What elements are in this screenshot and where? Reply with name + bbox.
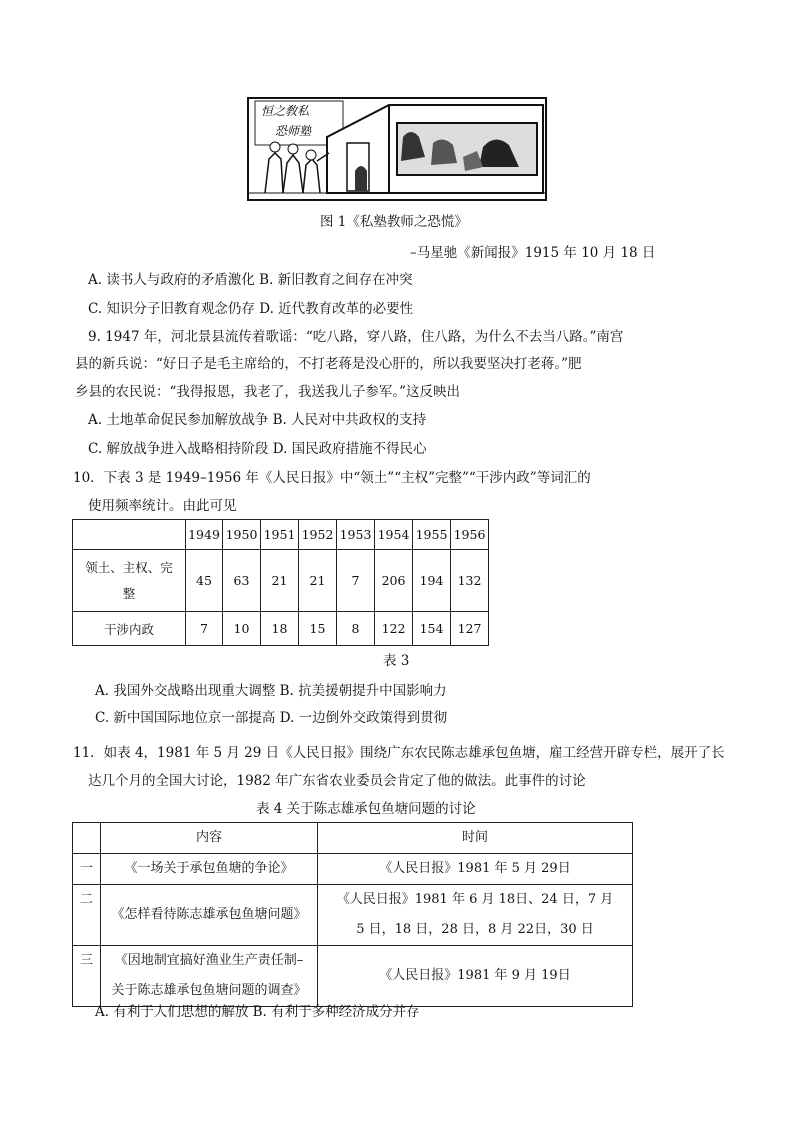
table-cell: 154 <box>413 612 451 646</box>
figure-caption: 图 1《私塾教师之恐慌》 <box>320 214 468 230</box>
table-cell: 三 <box>73 946 101 1007</box>
table-row <box>73 946 633 1007</box>
table-row-label-line: 整 <box>122 585 136 601</box>
table-cell: 1954 <box>375 520 413 550</box>
table-cell: 21 <box>261 550 299 612</box>
table-cell-line: 关于陈志雄承包鱼塘问题的调查》 <box>111 983 307 998</box>
cartoon-illustration <box>247 97 547 201</box>
table-cell: 1949 <box>186 520 223 550</box>
table-cell: 21 <box>299 550 337 612</box>
table-cell: 206 <box>375 550 413 612</box>
table-row <box>73 823 633 854</box>
q9-stem-line: 乡县的农民说：“我得报恩，我老了，我送我儿子参军。”这反映出 <box>75 384 461 400</box>
table-3-caption: 表 3 <box>383 653 410 669</box>
table-cell: 1953 <box>337 520 375 550</box>
table-4 <box>72 822 633 1007</box>
table-cell: 《怎样看待陈志雄承包鱼塘问题》 <box>101 885 318 946</box>
q8-option-line: C. 知识分子旧教育观念仍存 D. 近代教育改革的必要性 <box>88 301 414 317</box>
q11-stem-line: 达几个月的全国大讨论，1982 年广东省农业委员会肯定了他的做法。此事件的讨论 <box>88 773 586 789</box>
table-cell: 18 <box>261 612 299 646</box>
table-cell-line: 《人民日报》1981 年 6 月 18日、24 日，7 月 <box>336 892 614 907</box>
table-4-title: 表 4 关于陈志雄承包鱼塘问题的讨论 <box>256 801 476 817</box>
q9-stem-line: 9. 1947 年，河北景县流传着歌谣：“吃八路，穿八路，住八路，为什么不去当八路。”南宫 <box>88 329 624 345</box>
table-cell: 《人民日报》1981 年 5 月 29日 <box>318 854 633 885</box>
table-cell: 10 <box>223 612 261 646</box>
q10-option-line: C. 新中国国际地位京一部提高 D. 一边倒外交政策得到贯彻 <box>95 710 448 726</box>
table-row <box>73 854 633 885</box>
table-header: 时间 <box>318 823 633 854</box>
table-row-label-line: 领土、主权、完 <box>85 559 173 575</box>
table-cell-line: 5 日，18 日，28 日，8 月 22日，30 日 <box>356 922 594 937</box>
table-row-label <box>73 550 186 612</box>
q9-option-line: A. 土地革命促民参加解放战争 B. 人民对中共政权的支持 <box>88 412 427 428</box>
table-cell: 194 <box>413 550 451 612</box>
table-row <box>73 520 489 550</box>
table-cell: 1956 <box>451 520 489 550</box>
table-cell: 127 <box>451 612 489 646</box>
table-cell: 《人民日报》1981 年 9 月 19日 <box>318 946 633 1007</box>
q10-stem-line: 使用频率统计。由此可见 <box>88 498 237 514</box>
table-row-label: 干涉内政 <box>73 612 186 646</box>
q8-option-line: A. 读书人与政府的矛盾激化 B. 新旧教育之间存在冲突 <box>88 272 413 288</box>
table-cell: 二 <box>73 885 101 946</box>
table-cell: 45 <box>186 550 223 612</box>
cartoon-sign-line2: 恐师塾 <box>275 124 312 138</box>
table-cell: 一 <box>73 854 101 885</box>
table-header: 内容 <box>101 823 318 854</box>
q10-option-line: A. 我国外交战略出现重大调整 B. 抗美援朝提升中国影响力 <box>95 683 447 699</box>
table-cell-line: 《因地制宜搞好渔业生产责任制– <box>114 953 304 968</box>
q10-stem-line: 10．下表 3 是 1949–1956 年《人民日报》中“领土”“主权”完整”“干涉内政”等词汇的 <box>73 470 591 486</box>
table-cell: 132 <box>451 550 489 612</box>
table-cell: 《一场关于承包鱼塘的争论》 <box>101 854 318 885</box>
table-cell: 15 <box>299 612 337 646</box>
table-cell <box>318 885 633 946</box>
table-row <box>73 885 633 946</box>
table-cell: 1952 <box>299 520 337 550</box>
figure-source: –马星驰《新闻报》1915 年 10 月 18 日 <box>410 245 656 261</box>
table-cell: 1951 <box>261 520 299 550</box>
table-cell <box>73 520 186 550</box>
table-cell: 7 <box>337 550 375 612</box>
table-cell: 1950 <box>223 520 261 550</box>
table-cell <box>101 946 318 1007</box>
q9-option-line: C. 解放战争进入战略相持阶段 D. 国民政府措施不得民心 <box>88 441 427 457</box>
cartoon-sign-line1: 恒之敎私 <box>261 104 310 118</box>
table-cell: 1955 <box>413 520 451 550</box>
q11-option-line: A. 有利于人们思想的解放 B. 有利于多种经济成分并存 <box>95 1004 420 1020</box>
table-row <box>73 550 489 612</box>
table-cell: 122 <box>375 612 413 646</box>
table-cell <box>73 823 101 854</box>
table-cell: 7 <box>186 612 223 646</box>
q11-stem-line: 11．如表 4，1981 年 5 月 29 日《人民日报》围绕广东农民陈志雄承包鱼塘，雇工经营开辟专栏，展开了长 <box>73 745 725 761</box>
table-cell: 63 <box>223 550 261 612</box>
table-3 <box>72 519 489 646</box>
table-cell: 8 <box>337 612 375 646</box>
table-row <box>73 612 489 646</box>
q9-stem-line: 县的新兵说：“好日子是毛主席给的，不打老蒋是没心肝的，所以我要坚决打老蒋。”肥 <box>75 356 582 372</box>
